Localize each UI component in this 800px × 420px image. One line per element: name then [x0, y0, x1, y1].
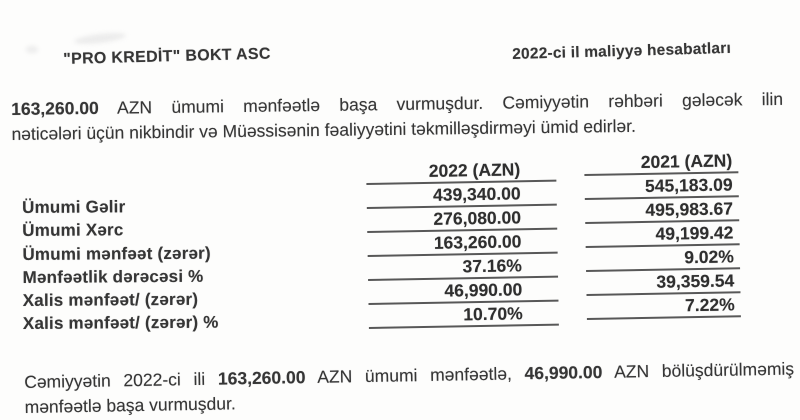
row-label: Ümumi Xərc: [22, 220, 124, 241]
closing-text-1: Cəmiyyətin 2022-ci ili: [24, 368, 219, 392]
cell-2022: 276,080.00: [367, 206, 557, 233]
cell-2022: 37.16%: [368, 254, 558, 281]
scan-smudge: [26, 46, 38, 53]
table-column-2021: [584, 149, 741, 320]
cell-2021: 7.22%: [587, 293, 741, 320]
row-label: Ümumi mənfəət (zərər): [22, 243, 211, 264]
cell-2022: 10.70%: [369, 302, 559, 329]
cell-2021: 545,183.09: [584, 173, 738, 200]
row-label: Mənfəətlik dərəcəsi %: [22, 266, 204, 287]
row-label: Xalis mənfəət/ (zərər): [22, 289, 199, 311]
cell-2022: 46,990.00: [368, 278, 558, 305]
closing-text-3: AZN bölüşdürülməmiş: [602, 358, 795, 382]
intro-line1-text: AZN ümumi mənfəətlə başa vurmuşdur. Cəmiyyətin rəhbəri gələcək ilin: [98, 88, 784, 118]
scan-smudge: [74, 31, 127, 46]
cell-2021: 39,359.54: [586, 269, 740, 296]
closing-text-2: AZN ümumi mənfəətlə,: [305, 363, 525, 388]
closing-paragraph: [24, 357, 795, 420]
column-header-2022: 2022 (AZN): [366, 158, 556, 185]
intro-line2: nəticələri üçün nikbindir və Müəssisənin fəaliyyətini təkmilləşdirməyi ümid edirlər.: [11, 115, 636, 144]
cell-2021: 49,199.42: [585, 221, 739, 248]
cell-2021: 495,983.67: [585, 197, 739, 224]
closing-amount-2: 46,990.00: [524, 361, 603, 384]
table-row-labels: [22, 195, 219, 336]
column-header-2021: 2021 (AZN): [584, 149, 738, 176]
closing-amount-1: 163,260.00: [217, 367, 306, 389]
closing-line2: mənfəətlə başa vurmuşdur.: [24, 393, 236, 417]
table-column-2022: [366, 158, 559, 329]
cell-2021: 9.02%: [586, 245, 740, 272]
row-label: Ümumi Gəlir: [22, 197, 126, 217]
company-name: "PRO KREDİT" BOKT ASC: [63, 45, 271, 68]
report-title: 2022-ci il maliyyə hesabatları: [512, 39, 732, 63]
intro-paragraph: [11, 87, 784, 146]
row-label: Xalis mənfəət/ (zərər) %: [22, 313, 219, 334]
cell-2022: 439,340.00: [366, 182, 556, 209]
intro-amount: 163,260.00: [11, 97, 99, 119]
cell-2022: 163,260.00: [367, 230, 557, 257]
